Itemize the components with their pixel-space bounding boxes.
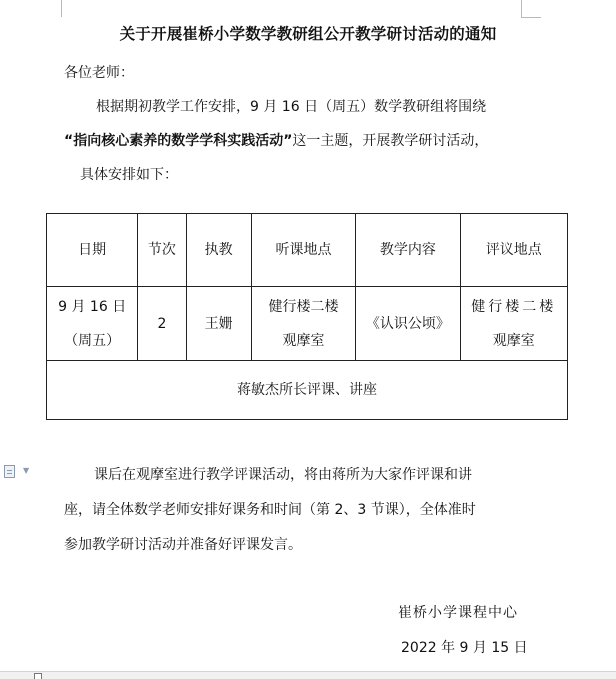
header-teacher: 执教 — [186, 214, 251, 287]
table-footer-row — [47, 361, 568, 420]
header-content: 教学内容 — [356, 214, 460, 287]
page-corner-mark-left — [61, 0, 62, 17]
table-header-row — [47, 214, 568, 287]
status-checkbox[interactable] — [34, 673, 42, 679]
theme-highlight: “指向核心素养的数学学科实践活动” — [64, 133, 293, 149]
cell-date-weekday: （周五） — [64, 332, 121, 349]
issue-date: 2022 年 9 月 15 日 — [401, 640, 528, 656]
header-date: 日期 — [47, 214, 138, 287]
cell-review-line2: 观摩室 — [492, 332, 535, 349]
cell-lecture: 蒋敏杰所长评课、讲座 — [47, 361, 568, 420]
caret-down-icon[interactable]: ▼ — [23, 466, 30, 475]
para2-line-3: 参加教学研讨活动并准备好评课发言。 — [64, 537, 302, 553]
cell-period: 2 — [138, 287, 186, 361]
cell-review-line1: 健行楼二楼 — [471, 298, 557, 315]
cell-date-day: 9 月 16 日 — [58, 298, 127, 315]
greeting: 各位老师： — [64, 65, 134, 81]
cell-date — [47, 287, 138, 361]
header-review-location: 评议地点 — [460, 214, 567, 287]
header-period: 节次 — [138, 214, 186, 287]
header-venue: 听课地点 — [251, 214, 355, 287]
table-row — [47, 287, 568, 361]
status-bar — [0, 671, 616, 679]
para2-line-1: 课后在观摩室进行教学评课活动，将由蒋所为大家作评课和讲 — [94, 467, 472, 483]
intro-line-2 — [64, 130, 488, 150]
schedule-table — [46, 213, 568, 420]
cell-venue-line1: 健行楼二楼 — [268, 298, 339, 315]
para2-line-2: 座，请全体数学老师安排好课务和时间（第 2、3 节课），全体准时 — [64, 502, 476, 518]
cell-venue-line2: 观摩室 — [282, 332, 325, 349]
cell-venue — [251, 287, 355, 361]
signer: 崔桥小学课程中心 — [398, 605, 518, 621]
cell-content: 《认识公顷》 — [356, 287, 460, 361]
document-icon[interactable] — [4, 465, 15, 478]
document-title: 关于开展崔桥小学数学教研组公开教学研讨活动的通知 — [119, 25, 497, 43]
cell-review-location — [460, 287, 567, 361]
intro-line-3: 具体安排如下： — [80, 167, 178, 183]
intro-line-1: 根据期初教学工作安排，9 月 16 日（周五）数学教研组将围绕 — [96, 99, 487, 115]
cell-teacher: 王姗 — [186, 287, 251, 361]
page-corner-mark-right — [521, 0, 541, 18]
intro-line-2-rest: 这一主题，开展教学研讨活动， — [292, 133, 489, 149]
